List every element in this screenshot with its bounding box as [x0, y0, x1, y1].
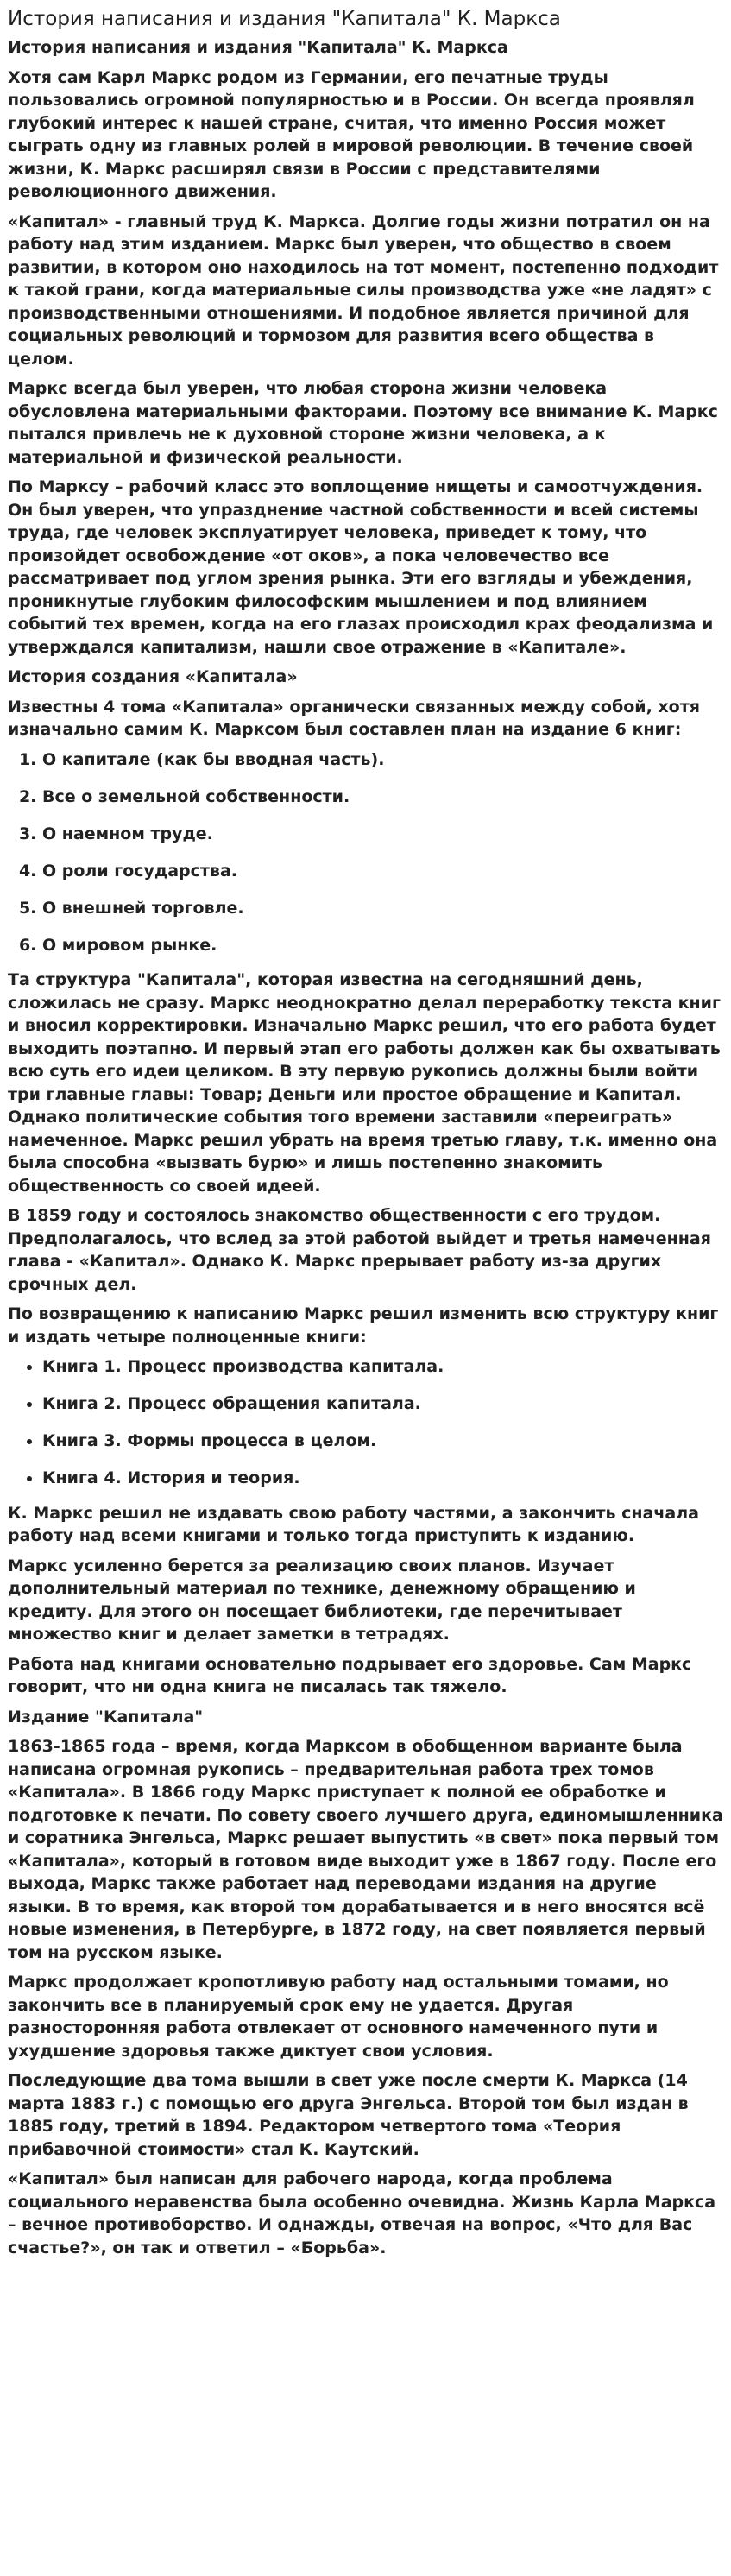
list-item: • Книга 1. Процесс производства капитала. — [42, 1355, 723, 1379]
plan-list — [8, 748, 723, 957]
list-item: 4. О роли государства. — [42, 860, 723, 883]
article-body — [8, 36, 723, 2259]
paragraph: Маркс усиленно берется за реализацию своих планов. Изучает дополнительный материал по технике, денежному обращению и кредиту. Для этого он посещает библиотеки, где перечитывает множество книг и делает заметки в тетрадях. — [8, 1556, 636, 1644]
paragraph: В 1859 году и состоялось знакомство общественности с его трудом. Предполагалось, что вслед за этой работой выйдет и третья намеченная глава - «Капитал». Однако К. Маркс прерывает работу из-за других срочных дел. — [8, 1206, 711, 1294]
paragraph: Та структура "Капитала", которая известна на сегодняшний день, сложилась не сразу. Маркс неоднократно делал переработку текста книг и вносил корректировки. Изначально Маркс решил, что его работа будет выходить поэтапно. И первый этап его работы должен как бы охватывать всю суть его идеи целиком. В эту первую рукопись должны были войти три главные главы: Товар; Деньги или простое обращение и Капитал. Однако политические события того времени заставили «переиграть» намеченное. Маркс решил убрать на время третью главу, т.к. именно она была способна «вызвать бурю» и лишь постепенно знакомить общественность со своей идеей. — [8, 970, 721, 1196]
list-item: 3. О наемном труде. — [42, 823, 723, 846]
paragraph: Хотя сам Карл Маркс родом из Германии, его печатные труды пользовались огромной популярностью и в России. Он всегда проявлял глубокий интерес к нашей стране, считая, что именно Россия может сыграть одну из главных ролей в мировой революции. В течение своей жизни, К. Маркс расширял связи в России с представителями революционного движения. — [8, 67, 695, 201]
paragraph: «Капитал» - главный труд К. Маркса. Долгие годы жизни потратил он на работу над этим изданием. Маркс был уверен, что общество в своем развитии, в котором оно находилось на тот момент, постепенно подходит к такой грани, когда материальные силы производства уже «не ладят» с производственными отношениями. И подобное является причиной для социальных революций и тормозом для развития всего общества в целом. — [8, 212, 719, 369]
list-item: • Книга 2. Процесс обращения капитала. — [42, 1392, 723, 1416]
paragraph: Работа над книгами основательно подрывает его здоровье. Сам Маркс говорит, что ни одна книга не писалась так тяжело. — [8, 1654, 692, 1696]
list-item: • Книга 4. История и теория. — [42, 1467, 723, 1490]
paragraph: 1863-1865 года – время, когда Марксом в обобщенном варианте была написана огромная рукопись – предварительная работа трех томов «Капитала». В 1866 году Маркс приступает к полной ее обработке и подготовке к печати. По совету своего лучшего друга, единомышленника и соратника Энгельса, Маркс решает выпустить «в свет» пока первый том «Капитала», который в готовом виде выходит уже в 1867 году. После его выхода, Маркс также работает над переводами издания на другие языки. В то время, как второй том дорабатывается и в него вносятся всё новые изменения, в Петербурге, в 1872 году, на свет появляется первый том на русском языке. — [8, 1737, 723, 1962]
list-item: 6. О мировом рынке. — [42, 934, 723, 957]
section-heading-publication: Издание "Капитала" — [8, 1707, 204, 1727]
books-list — [8, 1355, 723, 1490]
section-heading-creation: История создания «Капитала» — [8, 667, 298, 686]
list-item: 2. Все о земельной собственности. — [42, 786, 723, 809]
paragraph: По возвращению к написанию Маркс решил изменить всю структуру книг и издать четыре полноценные книги: — [8, 1304, 719, 1347]
list-item: • Книга 3. Формы процесса в целом. — [42, 1430, 723, 1453]
article-heading: История написания и издания "Капитала" К. Маркса — [8, 38, 508, 57]
page-title: История написания и издания "Капитала" К. Маркса — [8, 8, 561, 30]
paragraph: Последующие два тома вышли в свет уже после смерти К. Маркса (14 марта 1883 г.) с помощью его друга Энгельса. Второй том был издан в 1885 году, третий в 1894. Редактором четвертого тома «Теория прибавочной стоимости» стал К. Каутский. — [8, 2071, 689, 2159]
paragraph: Маркс продолжает кропотливую работу над остальными томами, но закончить все в планируемый срок ему не удается. Другая разносторонняя работа отвлекает от основного намеченного пути и ухудшение здоровья также диктует свои условия. — [8, 1973, 669, 2061]
list-item: 5. О внешней торговле. — [42, 897, 723, 920]
paragraph: «Капитал» был написан для рабочего народа, когда проблема социального неравенства была особенно очевидна. Жизнь Карла Маркса – вечное противоборство. И однажды, отвечая на вопрос, «Что для Вас счастье?», он так и ответил – «Борьба». — [8, 2169, 716, 2257]
paragraph: Известны 4 тома «Капитала» органически связанных между собой, хотя изначально самим К. Марксом был составлен план на издание 6 книг: — [8, 697, 700, 739]
paragraph: По Марксу – рабочий класс это воплощение нищеты и самоотчуждения. Он был уверен, что упразднение частной собственности и всей системы труда, где человек эксплуатирует человека, приведет к тому, что произойдет освобождение «от оков», а пока человечество все рассматривает под углом зрения рынка. Эти его взгляды и убеждения, проникнутые глубоким философским мышлением и под влиянием событий тех времен, когда на его глазах происходил крах феодализма и утверждался капитализм, нашли свое отражение в «Капитале». — [8, 477, 714, 657]
paragraph: Маркс всегда был уверен, что любая сторона жизни человека обусловлена материальными факторами. Поэтому все внимание К. Маркс пытался привлечь не к духовной стороне жизни человека, а к материальной и физической реальности. — [8, 379, 718, 467]
paragraph: К. Маркс решил не издавать свою работу частями, а закончить сначала работу над всеми книгами и только тогда приступить к изданию. — [8, 1503, 699, 1545]
list-item: 1. О капитале (как бы вводная часть). — [42, 748, 723, 772]
